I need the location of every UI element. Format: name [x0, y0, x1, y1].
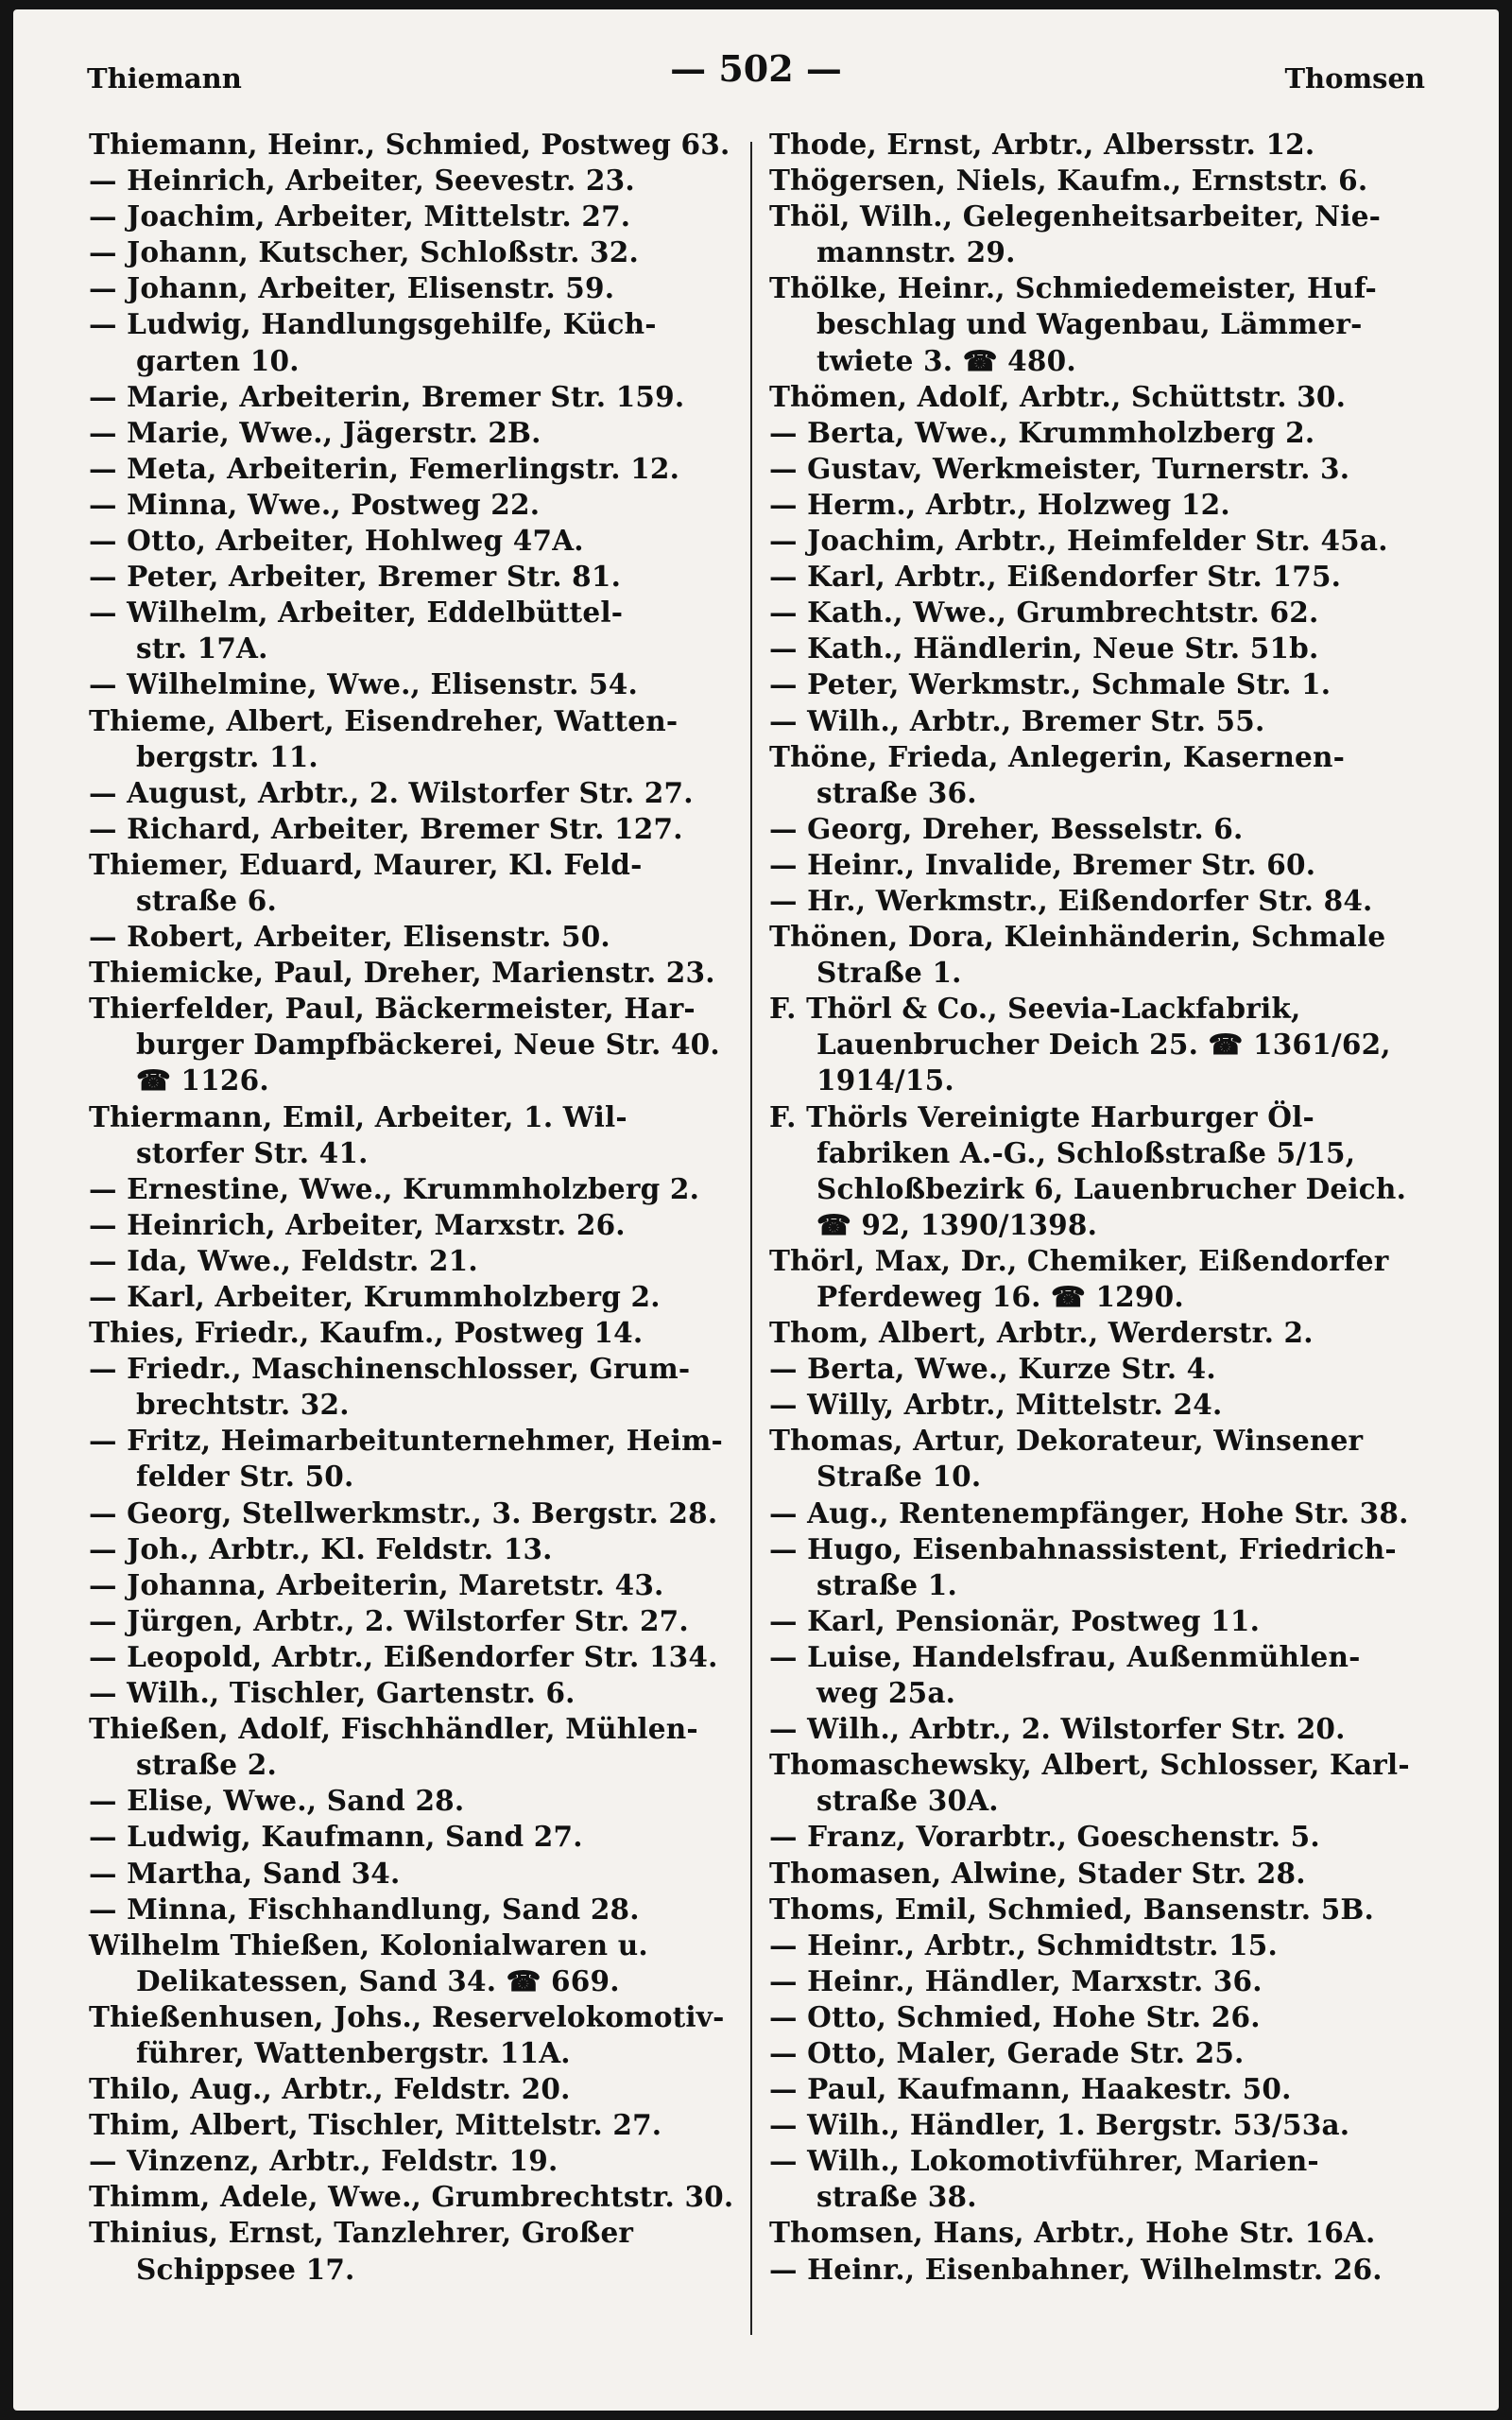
directory-entry — [89, 1927, 741, 1999]
entry-continuation-line: straße 1. — [816, 1567, 957, 1601]
entry-continuation-line: Schippsee 17. — [136, 2252, 355, 2286]
entry-line: Thöne, Frieda, Anlegerin, Kasernen- — [769, 739, 1346, 773]
directory-entry — [769, 739, 1431, 811]
entry-line: — Otto, Arbeiter, Hohlweg 47A. — [89, 524, 584, 558]
entry-line: Thilo, Aug., Arbtr., Feldstr. 20. — [89, 2072, 571, 2106]
directory-entry — [89, 1243, 741, 1279]
entry-line: Thode, Ernst, Arbtr., Albersstr. 12. — [769, 128, 1315, 161]
directory-entry — [769, 2215, 1431, 2251]
directory-entry — [769, 811, 1431, 847]
entry-line: — Ida, Wwe., Feldstr. 21. — [89, 1243, 478, 1277]
entry-line: — Johann, Kutscher, Schloßstr. 32. — [89, 235, 639, 269]
directory-entry — [89, 991, 741, 1098]
directory-entry — [89, 559, 741, 595]
entry-line: — Robert, Arbeiter, Elisenstr. 50. — [89, 920, 610, 954]
directory-entry — [89, 199, 741, 234]
entry-continuation-line: straße 38. — [816, 2180, 977, 2214]
directory-entry — [769, 2071, 1431, 2107]
entry-line: Thoms, Emil, Schmied, Bansenstr. 5B. — [769, 1892, 1375, 1926]
entry-continuation-line: straße 6. — [136, 883, 277, 917]
directory-entry — [89, 955, 741, 991]
directory-entry — [89, 1783, 741, 1819]
entry-continuation-line: twiete 3. ☎ 480. — [816, 343, 1076, 377]
directory-entry — [769, 595, 1431, 631]
page-header — [87, 47, 1425, 104]
directory-entry — [769, 2252, 1431, 2288]
running-head-right: Thomsen — [1284, 62, 1425, 95]
directory-entry — [769, 2107, 1431, 2143]
entry-line: — Joh., Arbtr., Kl. Feldstr. 13. — [89, 1531, 553, 1565]
directory-entry — [769, 1639, 1431, 1711]
entry-continuation-line: brechtstr. 32. — [136, 1388, 350, 1422]
directory-entry — [89, 1207, 741, 1243]
entry-line: — Georg, Dreher, Besselstr. 6. — [769, 811, 1244, 845]
directory-entry — [769, 2143, 1431, 2215]
directory-entry — [89, 1567, 741, 1603]
entry-line: — Martha, Sand 34. — [89, 1856, 401, 1890]
entry-continuation-line: beschlag und Wagenbau, Lämmer- — [816, 307, 1363, 341]
entry-line: — Otto, Maler, Gerade Str. 25. — [769, 2035, 1245, 2069]
entry-line: — Hugo, Eisenbahnassistent, Friedrich- — [769, 1531, 1397, 1565]
entry-continuation-line: fabriken A.-G., Schloßstraße 5/15, — [816, 1135, 1356, 1169]
entry-line: F. Thörls Vereinigte Harburger Öl- — [769, 1099, 1314, 1133]
directory-entry — [769, 559, 1431, 595]
entry-line: — Heinrich, Arbeiter, Seevestr. 23. — [89, 164, 635, 198]
directory-entry — [769, 127, 1431, 163]
directory-entry — [89, 1495, 741, 1531]
directory-entry — [769, 1495, 1431, 1531]
entry-line: — Herm., Arbtr., Holzweg 12. — [769, 487, 1230, 521]
entry-line: — Richard, Arbeiter, Bremer Str. 127. — [89, 811, 683, 845]
entry-line: Thieme, Albert, Eisendreher, Watten- — [89, 703, 679, 737]
entry-line: — Jürgen, Arbtr., 2. Wilstorfer Str. 27. — [89, 1603, 689, 1637]
entry-line: — Ludwig, Handlungsgehilfe, Küch- — [89, 307, 657, 341]
directory-entry — [89, 1675, 741, 1711]
directory-entry — [89, 487, 741, 523]
entry-line: — Berta, Wwe., Krummholzberg 2. — [769, 415, 1315, 449]
directory-entry — [769, 847, 1431, 883]
column-divider — [750, 142, 752, 2335]
directory-entry — [769, 270, 1431, 378]
directory-entry — [89, 1351, 741, 1423]
entry-line: — Johanna, Arbeiterin, Maretstr. 43. — [89, 1567, 664, 1601]
entry-line: — Kath., Wwe., Grumbrechtstr. 62. — [769, 596, 1319, 630]
directory-entry — [89, 2107, 741, 2143]
entry-line: Thies, Friedr., Kaufm., Postweg 14. — [89, 1316, 644, 1350]
entry-line: Thönen, Dora, Kleinhänderin, Schmale — [769, 920, 1386, 954]
entry-line: — Heinr., Händler, Marxstr. 36. — [769, 1963, 1263, 1997]
directory-entry — [769, 379, 1431, 415]
entry-continuation-line: mannstr. 29. — [816, 235, 1016, 269]
directory-entry — [89, 523, 741, 559]
entry-line: F. Thörl & Co., Seevia-Lackfabrik, — [769, 992, 1301, 1026]
directory-entry — [89, 2143, 741, 2179]
entry-line: Thögersen, Niels, Kaufm., Ernststr. 6. — [769, 164, 1368, 198]
directory-entry — [89, 1171, 741, 1207]
entry-line: — Karl, Arbeiter, Krummholzberg 2. — [89, 1280, 661, 1313]
directory-entry — [89, 1099, 741, 1171]
directory-entry — [769, 1819, 1431, 1855]
entry-continuation-line: weg 25a. — [816, 1676, 956, 1710]
directory-entry — [769, 703, 1431, 739]
directory-entry — [769, 1423, 1431, 1495]
entry-line: — August, Arbtr., 2. Wilstorfer Str. 27. — [89, 775, 694, 809]
entry-line: Thießen, Adolf, Fischhändler, Mühlen- — [89, 1712, 698, 1746]
directory-entry — [769, 415, 1431, 451]
entry-line: — Wilh., Arbtr., 2. Wilstorfer Str. 20. — [769, 1712, 1346, 1746]
directory-entry — [769, 666, 1431, 702]
entry-line: — Wilh., Arbtr., Bremer Str. 55. — [769, 703, 1265, 737]
entry-continuation-line: ☎ 92, 1390/1398. — [816, 1207, 1098, 1241]
entry-line: — Minna, Wwe., Postweg 22. — [89, 487, 541, 521]
directory-entry — [769, 1351, 1431, 1387]
running-head-left: Thiemann — [87, 62, 242, 95]
entry-continuation-line: 1914/15. — [816, 1063, 954, 1098]
directory-entry — [769, 631, 1431, 666]
entry-line: — Joachim, Arbtr., Heimfelder Str. 45a. — [769, 524, 1388, 558]
directory-entry — [89, 811, 741, 847]
entry-continuation-line: garten 10. — [136, 343, 300, 377]
page-number: — 502 — — [670, 47, 842, 90]
directory-entry — [769, 1099, 1431, 1243]
entry-continuation-line: straße 2. — [136, 1748, 277, 1782]
directory-entry — [89, 1819, 741, 1855]
entry-continuation-line: Delikatessen, Sand 34. ☎ 669. — [136, 1963, 620, 1997]
directory-entry — [89, 270, 741, 306]
entry-line: — Karl, Arbtr., Eißendorfer Str. 175. — [769, 560, 1342, 594]
entry-line: — Karl, Pensionär, Postweg 11. — [769, 1603, 1261, 1637]
entry-continuation-line: Straße 1. — [816, 956, 962, 990]
entry-line: — Wilhelmine, Wwe., Elisenstr. 54. — [89, 667, 638, 701]
entry-line: — Peter, Werkmstr., Schmale Str. 1. — [769, 667, 1332, 701]
entry-line: — Peter, Arbeiter, Bremer Str. 81. — [89, 560, 622, 594]
directory-entry — [769, 451, 1431, 487]
entry-line: — Wilh., Händler, 1. Bergstr. 53/53a. — [769, 2108, 1350, 2142]
entry-continuation-line: Lauenbrucher Deich 25. ☎ 1361/62, — [816, 1028, 1391, 1062]
entry-continuation-line: ☎ 1126. — [136, 1063, 269, 1098]
entry-line: Thim, Albert, Tischler, Mittelstr. 27. — [89, 2108, 662, 2142]
directory-entry — [769, 487, 1431, 523]
directory-entry — [89, 1711, 741, 1783]
directory-entry — [89, 1603, 741, 1639]
entry-line: — Berta, Wwe., Kurze Str. 4. — [769, 1352, 1216, 1386]
entry-continuation-line: bergstr. 11. — [136, 739, 318, 773]
entry-line: — Friedr., Maschinenschlosser, Grum- — [89, 1352, 691, 1386]
directory-entry — [89, 379, 741, 415]
entry-line: Wilhelm Thießen, Kolonialwaren u. — [89, 1927, 648, 1962]
directory-entry — [769, 163, 1431, 199]
entry-line: Thömen, Adolf, Arbtr., Schüttstr. 30. — [769, 379, 1347, 413]
entry-line: Thöl, Wilh., Gelegenheitsarbeiter, Nie- — [769, 199, 1382, 233]
entry-line: — Willy, Arbtr., Mittelstr. 24. — [769, 1388, 1223, 1422]
entry-line: — Fritz, Heimarbeitunternehmer, Heim- — [89, 1424, 723, 1458]
entry-line: — Wilh., Tischler, Gartenstr. 6. — [89, 1676, 576, 1710]
directory-entry — [89, 2215, 741, 2287]
directory-entry — [89, 2179, 741, 2215]
entry-continuation-line: straße 30A. — [816, 1784, 999, 1818]
entry-continuation-line: Schloßbezirk 6, Lauenbrucher Deich. — [816, 1171, 1407, 1205]
directory-entry — [89, 234, 741, 270]
entry-line: Thomasen, Alwine, Stader Str. 28. — [769, 1856, 1306, 1890]
entry-line: — Heinr., Invalide, Bremer Str. 60. — [769, 847, 1316, 881]
entry-line: — Hr., Werkmstr., Eißendorfer Str. 84. — [769, 883, 1373, 917]
entry-line: Thiermann, Emil, Arbeiter, 1. Wil- — [89, 1099, 627, 1133]
entry-line: — Heinrich, Arbeiter, Marxstr. 26. — [89, 1207, 626, 1241]
directory-entry — [769, 523, 1431, 559]
directory-entry — [89, 415, 741, 451]
right-column — [769, 127, 1431, 2288]
entry-line: — Georg, Stellwerkmstr., 3. Bergstr. 28. — [89, 1495, 718, 1530]
entry-line: — Wilh., Lokomotivführer, Marien- — [769, 2144, 1319, 2178]
entry-line: — Heinr., Arbtr., Schmidtstr. 15. — [769, 1927, 1278, 1962]
entry-continuation-line: straße 36. — [816, 775, 977, 809]
entry-line: — Joachim, Arbeiter, Mittelstr. 27. — [89, 199, 631, 233]
entry-line: Thinius, Ernst, Tanzlehrer, Großer — [89, 2216, 634, 2250]
entry-line: — Meta, Arbeiterin, Femerlingstr. 12. — [89, 451, 680, 485]
directory-entry — [769, 1963, 1431, 1999]
directory-page — [13, 9, 1499, 2411]
entry-line: — Marie, Wwe., Jägerstr. 2B. — [89, 415, 541, 449]
entry-line: — Heinr., Eisenbahner, Wilhelmstr. 26. — [769, 2252, 1383, 2286]
directory-entry — [89, 1892, 741, 1927]
entry-line: — Johann, Arbeiter, Elisenstr. 59. — [89, 271, 615, 305]
entry-line: Thierfelder, Paul, Bäckermeister, Har- — [89, 992, 696, 1026]
directory-entry — [89, 595, 741, 666]
entry-continuation-line: Straße 10. — [816, 1460, 982, 1494]
directory-entry — [769, 1243, 1431, 1315]
entry-line: Thom, Albert, Arbtr., Werderstr. 2. — [769, 1316, 1314, 1350]
entry-line: Thörl, Max, Dr., Chemiker, Eißendorfer — [769, 1243, 1389, 1277]
entry-line: Thomaschewsky, Albert, Schlosser, Karl- — [769, 1748, 1410, 1782]
entry-line: — Otto, Schmied, Hohe Str. 26. — [769, 1999, 1261, 2033]
directory-entry — [89, 775, 741, 811]
entry-line: — Ludwig, Kaufmann, Sand 27. — [89, 1820, 583, 1854]
directory-entry — [89, 1531, 741, 1567]
entry-line: Thomsen, Hans, Arbtr., Hohe Str. 16A. — [769, 2216, 1376, 2250]
directory-entry — [89, 1315, 741, 1351]
directory-entry — [89, 666, 741, 702]
directory-entry — [769, 1892, 1431, 1927]
entry-line: — Gustav, Werkmeister, Turnerstr. 3. — [769, 451, 1350, 485]
entry-continuation-line: felder Str. 50. — [136, 1460, 354, 1494]
entry-line: Thiemicke, Paul, Dreher, Marienstr. 23. — [89, 956, 715, 990]
directory-entry — [89, 163, 741, 199]
directory-entry — [89, 1423, 741, 1495]
entry-continuation-line: Pferdeweg 16. ☎ 1290. — [816, 1280, 1184, 1313]
directory-entry — [89, 847, 741, 919]
directory-entry — [89, 1999, 741, 2071]
entry-line: — Leopold, Arbtr., Eißendorfer Str. 134. — [89, 1639, 718, 1673]
directory-entry — [89, 451, 741, 487]
left-column — [89, 127, 741, 2288]
entry-line: — Elise, Wwe., Sand 28. — [89, 1784, 465, 1818]
entry-line: — Kath., Händlerin, Neue Str. 51b. — [769, 631, 1319, 666]
directory-entry — [769, 919, 1431, 991]
directory-entry — [769, 1747, 1431, 1819]
entry-line: — Wilhelm, Arbeiter, Eddelbüttel- — [89, 596, 624, 630]
directory-entry — [89, 1279, 741, 1315]
directory-entry — [89, 703, 741, 775]
entry-line: — Vinzenz, Arbtr., Feldstr. 19. — [89, 2144, 558, 2178]
directory-entry — [89, 1639, 741, 1675]
entry-line: Thölke, Heinr., Schmiedemeister, Huf- — [769, 271, 1378, 305]
entry-continuation-line: führer, Wattenbergstr. 11A. — [136, 2035, 571, 2069]
directory-entry — [769, 1387, 1431, 1423]
directory-entry — [769, 2035, 1431, 2071]
directory-entry — [89, 2071, 741, 2107]
entry-line: Thiemer, Eduard, Maurer, Kl. Feld- — [89, 847, 643, 881]
directory-entry — [769, 1927, 1431, 1963]
entry-line: — Minna, Fischhandlung, Sand 28. — [89, 1892, 640, 1926]
directory-entry — [769, 1999, 1431, 2035]
entry-line: — Marie, Arbeiterin, Bremer Str. 159. — [89, 379, 685, 413]
entry-line: — Luise, Handelsfrau, Außenmühlen- — [769, 1639, 1361, 1673]
entry-line: Thießenhusen, Johs., Reservelokomotiv- — [89, 1999, 725, 2033]
directory-entry — [769, 1856, 1431, 1892]
directory-entry — [769, 1711, 1431, 1747]
entry-line: Thimm, Adele, Wwe., Grumbrechtstr. 30. — [89, 2180, 734, 2214]
directory-entry — [769, 991, 1431, 1098]
directory-entry — [89, 127, 741, 163]
entry-continuation-line: storfer Str. 41. — [136, 1135, 369, 1169]
directory-entry — [89, 1856, 741, 1892]
entry-continuation-line: str. 17A. — [136, 631, 268, 666]
directory-entry — [769, 1315, 1431, 1351]
entry-line: — Aug., Rentenempfänger, Hohe Str. 38. — [769, 1495, 1409, 1530]
directory-entry — [769, 199, 1431, 270]
directory-entry — [769, 1603, 1431, 1639]
entry-line: Thiemann, Heinr., Schmied, Postweg 63. — [89, 128, 730, 161]
entry-line: — Paul, Kaufmann, Haakestr. 50. — [769, 2072, 1292, 2106]
entry-line: — Franz, Vorarbtr., Goeschenstr. 5. — [769, 1820, 1320, 1854]
directory-entry — [89, 919, 741, 955]
entry-line: Thomas, Artur, Dekorateur, Winsener — [769, 1424, 1364, 1458]
entry-continuation-line: burger Dampfbäckerei, Neue Str. 40. — [136, 1028, 720, 1062]
directory-entry — [769, 883, 1431, 919]
entry-line: — Ernestine, Wwe., Krummholzberg 2. — [89, 1171, 700, 1205]
directory-entry — [89, 306, 741, 378]
directory-entry — [769, 1531, 1431, 1603]
